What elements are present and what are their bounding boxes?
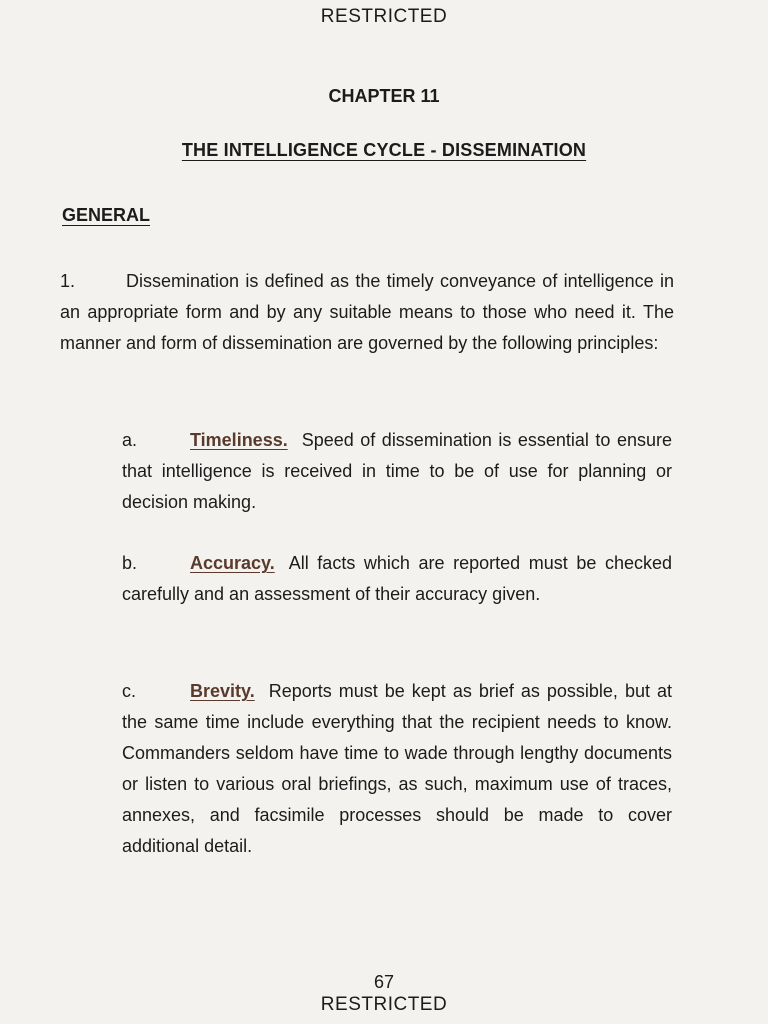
principle-text: Speed of dissemination is essential to ensure that intelligence is received in time to be of use for planning or decision making. [122, 430, 672, 512]
principle-brevity [122, 676, 672, 862]
principle-heading: Accuracy. [190, 553, 275, 573]
page-number: 67 [373, 972, 395, 992]
paragraph-text: Dissemination is defined as the timely conveyance of intelligence in an appropriate form and by any suitable means to those who need it. The manner and form of dissemination are governed by the following principles: [60, 271, 674, 353]
paragraph-number: 1. [60, 271, 76, 291]
paragraph-1 [60, 266, 674, 359]
principle-letter: b. [122, 553, 138, 573]
chapter-title [0, 140, 768, 161]
principle-heading: Timeliness. [190, 430, 288, 450]
principle-heading: Brevity. [190, 681, 255, 701]
principle-letter: c. [122, 681, 137, 701]
principle-letter: a. [122, 430, 138, 450]
principle-accuracy [122, 548, 672, 610]
principle-text: Reports must be kept as brief as possible, but at the same time include everything that the recipient needs to know. Commanders seldom have time to wade through lengthy documents or listen to various oral briefings, as such, maximum use of traces, annexes, and facsimile processes should be made to cover additional detail. [122, 681, 672, 856]
principle-timeliness [122, 425, 672, 518]
chapter-heading: CHAPTER 11 [328, 86, 440, 106]
classification-marking-bottom: RESTRICTED [320, 994, 448, 1015]
chapter-title-text: THE INTELLIGENCE CYCLE - DISSEMINATION [181, 140, 587, 160]
principle-text: All facts which are reported must be checked carefully and an assessment of their accuracy given. [122, 553, 672, 604]
section-heading: GENERAL [62, 205, 151, 225]
classification-marking-top: RESTRICTED [320, 6, 448, 27]
